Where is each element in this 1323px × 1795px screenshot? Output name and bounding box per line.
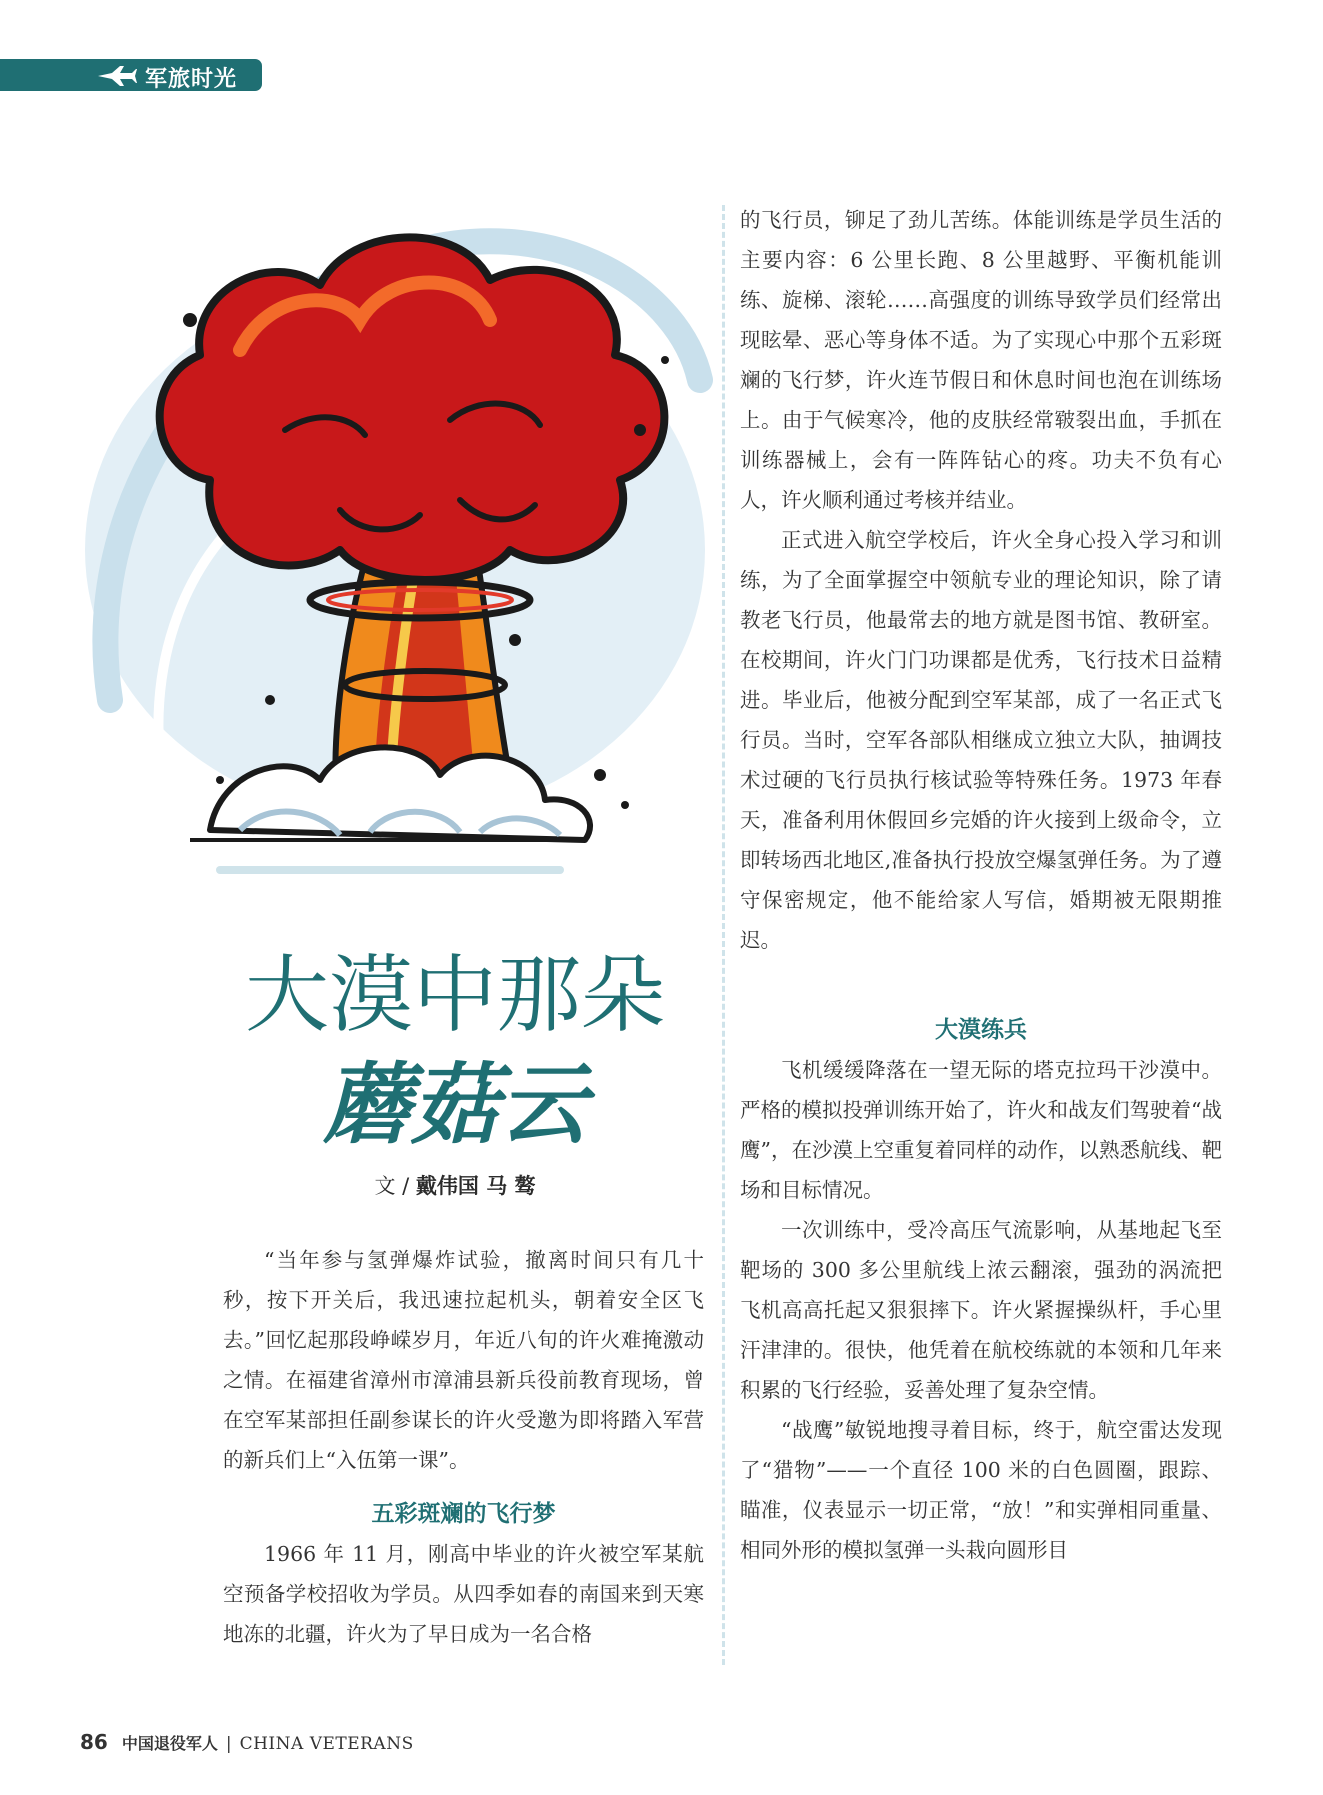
section-label: 军旅时光 xyxy=(145,67,238,92)
section-heading: 五彩斑斓的飞行梦 xyxy=(371,1501,556,1527)
magazine-name: 中国退役军人 xyxy=(121,1734,218,1753)
paragraph: 一次训练中，受冷高压气流影响，从基地起飞至靶场的 300 多公里航线上浓云翻滚，强劲的涡流把飞机高高托起又狠狠摔下。许火紧握操纵杆，手心里汗津津的。很快，他凭着在航校练就的本领和几年来积累的飞行经验，妥善处理了复杂空情。 xyxy=(740,1218,1222,1402)
right-column xyxy=(740,200,1222,1570)
byline xyxy=(195,1170,715,1200)
paragraph: 的飞行员，铆足了劲儿苦练。体能训练是学员生活的主要内容：6 公里长跑、8 公里越野、平衡机能训练、旋梯、滚轮……高强度的训练导致学员们经常出现眩晕、恶心等身体不适。为了实现心中那个五彩斑斓的飞行梦，许火连节假日和休息时间也泡在训练场上。由于气候寒冷，他的皮肤经常皲裂出血，手抓在训练器械上，会有一阵阵钻心的疼。功夫不负有心人，许火顺利通过考核并结业。 xyxy=(740,208,1222,512)
left-column xyxy=(223,1240,704,1654)
paragraph: “当年参与氢弹爆炸试验，撤离时间只有几十秒，按下开关后，我迅速拉起机头，朝着安全区飞去。”回忆起那段峥嵘岁月，年近八旬的许火难掩激动之情。在福建省漳州市漳浦县新兵役前教育现场，曾在空军某部担任副参谋长的许火受邀为即将踏入军营的新兵们上“入伍第一课”。 xyxy=(223,1248,704,1472)
headline-line-2: 蘑菇云 xyxy=(322,1053,587,1156)
paragraph: 飞机缓缓降落在一望无际的塔克拉玛干沙漠中。严格的模拟投弹训练开始了，许火和战友们驾驶着“战鹰”，在沙漠上空重复着同样的动作，以熟悉航线、靶场和目标情况。 xyxy=(740,1058,1222,1202)
paragraph: “战鹰”敏锐地搜寻着目标，终于，航空雷达发现了“猎物”——一个直径 100 米的白色圆圈，跟踪、瞄准，仪表显示一切正常，“放！”和实弹相同重量、相同外形的模拟氢弹一头栽向圆形目 xyxy=(740,1418,1222,1562)
paragraph: 1966 年 11 月，刚高中毕业的许火被空军某航空预备学校招收为学员。从四季如春的南国来到天寒地冻的北疆，许火为了早日成为一名合格 xyxy=(223,1542,704,1646)
page-number: 86 xyxy=(80,1730,108,1754)
section-heading: 大漠练兵 xyxy=(935,1017,1027,1043)
headline-line-1: 大漠中那朵 xyxy=(244,946,665,1044)
jet-fighter-icon xyxy=(96,65,138,87)
footer-separator: | xyxy=(225,1734,232,1754)
magazine-name-english: CHINA VETERANS xyxy=(239,1734,414,1754)
page-footer xyxy=(80,1730,414,1754)
column-divider xyxy=(722,205,725,1665)
byline-author: 戴伟国 马 骜 xyxy=(415,1174,536,1198)
headline xyxy=(195,940,715,1160)
mushroom-cloud-icon xyxy=(40,180,720,940)
paragraph: 正式进入航空学校后，许火全身心投入学习和训练，为了全面掌握空中领航专业的理论知识，除了请教老飞行员，他最常去的地方就是图书馆、教研室。在校期间，许火门门功课都是优秀，飞行技术日益精进。毕业后，他被分配到空军某部，成了一名正式飞行员。当时，空军各部队相继成立独立大队，抽调技术过硬的飞行员执行核试验等特殊任务。1973 年春天，准备利用休假回乡完婚的许火接到上级命令，立即转场西北地区,准备执行投放空爆氢弹任务。为了遵守保密规定，他不能给家人写信，婚期被无限期推迟。 xyxy=(740,528,1222,952)
byline-prefix: 文 / xyxy=(374,1174,416,1198)
section-tag xyxy=(0,59,262,91)
